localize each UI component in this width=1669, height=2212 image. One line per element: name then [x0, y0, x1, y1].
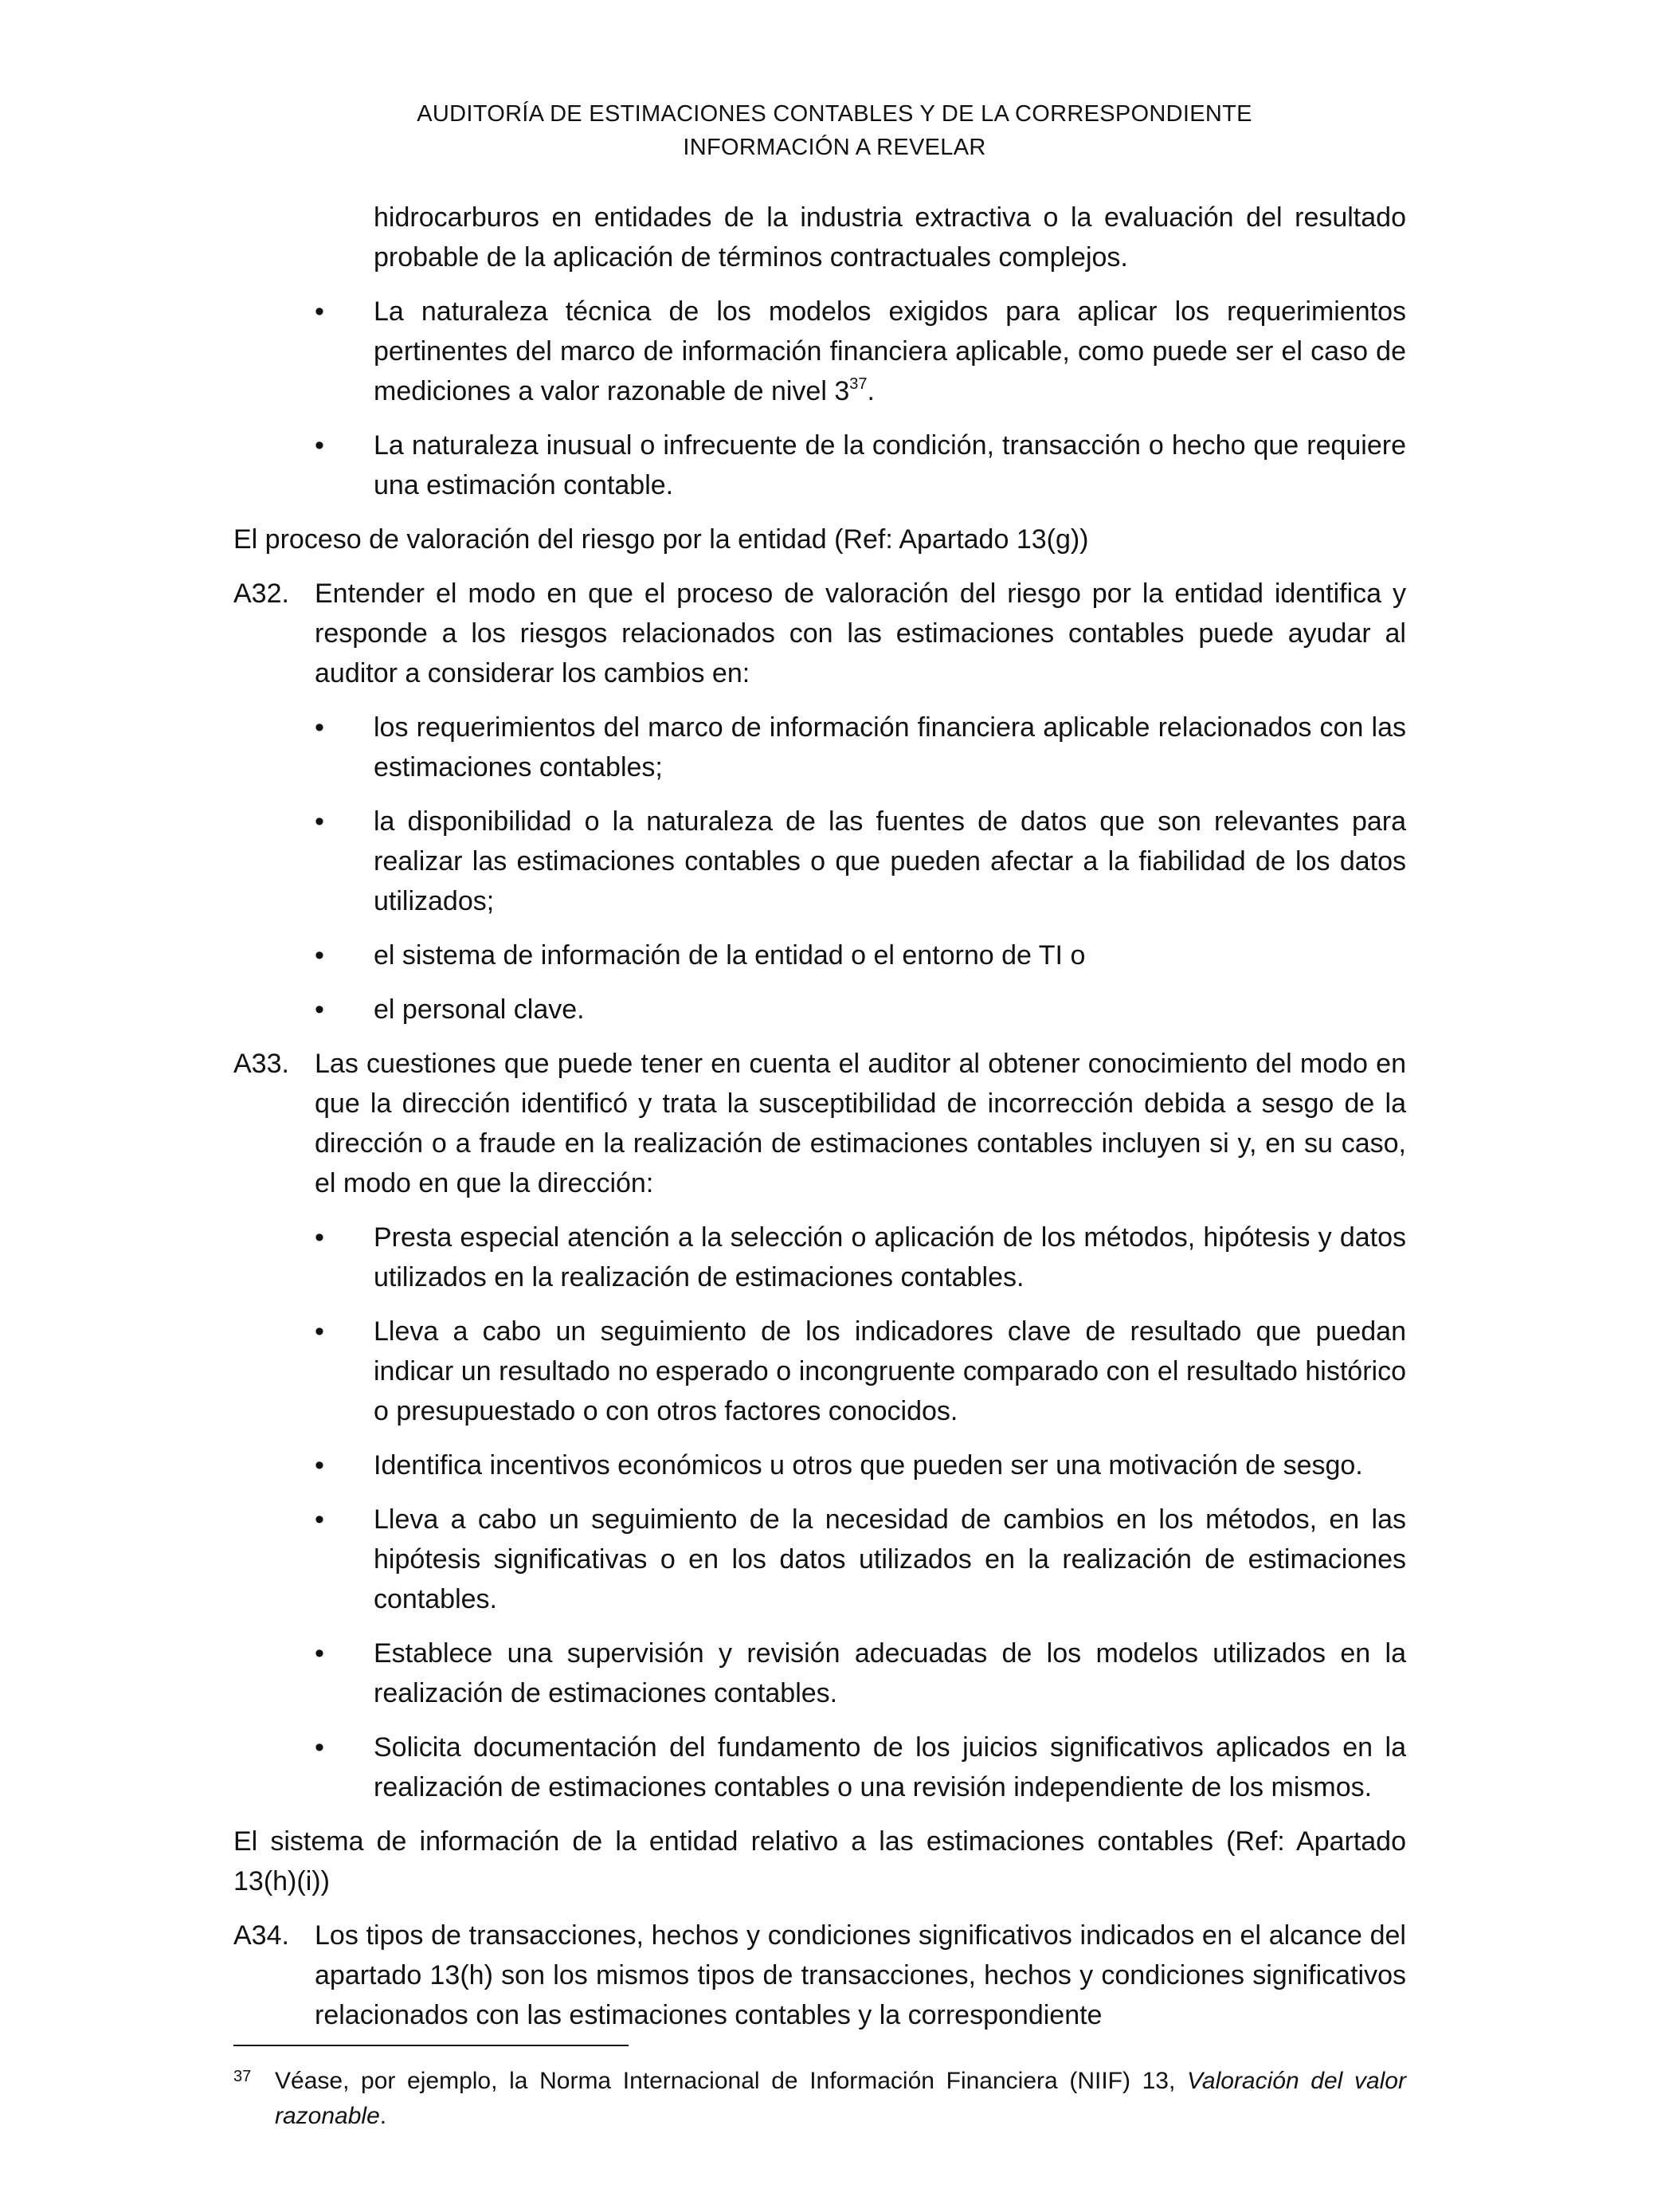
bullet-text: La naturaleza inusual o infrecuente de la condición, transacción o hecho que requiere una estimación contable.: [374, 430, 1406, 500]
bullet-icon: •: [315, 1504, 324, 1535]
bullet-icon: •: [315, 1316, 324, 1347]
bullet-icon: •: [315, 430, 324, 461]
bullet-text: Solicita documentación del fundamento de los juicios significativos aplicados en la realización de estimaciones contables o una revisión independiente de los mismos.: [374, 1732, 1406, 1802]
list-item: [233, 935, 1406, 975]
section-heading: El proceso de valoración del riesgo por la entidad (Ref: Apartado 13(g)): [233, 524, 1089, 555]
list-item: [233, 708, 1406, 787]
footnote-title-italic: Valoración del valor razonable: [275, 2068, 1406, 2129]
header-line-2: INFORMACIÓN A REVELAR: [683, 135, 986, 160]
paragraph-a33: [233, 1044, 1406, 1203]
footnote-text-main: Véase, por ejemplo, la Norma Internacional de Información Financiera (NIIF) 13,: [275, 2068, 1187, 2094]
footnote-text: [233, 2064, 1406, 2134]
header-line-1: AUDITORÍA DE ESTIMACIONES CONTABLES Y DE LA CORRESPONDIENTE: [417, 101, 1252, 127]
paragraph-text: Las cuestiones que puede tener en cuenta el auditor al obtener conocimiento del modo en que la dirección identificó y trata la susceptibilidad de incorrección debida a sesgo de la dirección o a fraude en la realización de estimaciones contables incluyen si y, en su caso, el modo en que la dirección:: [315, 1049, 1406, 1198]
paragraph-a32: [233, 574, 1406, 693]
paragraph-number: A34.: [233, 1920, 289, 1951]
bullet-icon: •: [315, 1450, 324, 1481]
bullet-text: Presta especial atención a la selección o aplicación de los métodos, hipótesis y datos utilizados en la realización de estimaciones contables.: [374, 1222, 1406, 1292]
continuation-text: hidrocarburos en entidades de la industria extractiva o la evaluación del resultado probable de la aplicación de términos contractuales complejos.: [374, 202, 1406, 273]
paragraph-text: Los tipos de transacciones, hechos y condiciones significativos indicados en el alcance del apartado 13(h) son los mismos tipos de transacciones, hechos y condiciones significativos relacionados con las estimaciones contables y la correspondiente: [315, 1920, 1406, 2030]
bullet-text: Lleva a cabo un seguimiento de los indicadores clave de resultado que puedan indicar un resultado no esperado o incongruente comparado con el resultado histórico o presupuestado o con otros factores conocidos.: [374, 1316, 1406, 1426]
footnote-number: 37: [233, 2068, 252, 2085]
running-header: [0, 97, 1669, 164]
list-item: [233, 1500, 1406, 1619]
paragraph-a34: [233, 1916, 1406, 2035]
paragraph-number: A33.: [233, 1049, 289, 1079]
bullet-icon: •: [315, 940, 324, 971]
bullet-text: La naturaleza técnica de los modelos exigidos para aplicar los requerimientos pertinentes del marco de información financiera aplicable, como puede ser el caso de mediciones a valor razonable de nivel 3: [374, 296, 1406, 406]
footnote-separator: [233, 2045, 629, 2046]
bullet-icon: •: [315, 1638, 324, 1669]
list-item: [233, 1445, 1406, 1485]
list-item: [233, 1218, 1406, 1297]
bullet-text: el sistema de información de la entidad o el entorno de TI o: [374, 940, 1086, 971]
bullet-text: la disponibilidad o la naturaleza de las fuentes de datos que son relevantes para realizar las estimaciones contables o que pueden afectar a la fiabilidad de los datos utilizados;: [374, 806, 1406, 916]
page-body: [233, 198, 1406, 2049]
list-item: [233, 1728, 1406, 1807]
list-item: [233, 426, 1406, 505]
list-item: [233, 1312, 1406, 1431]
bullet-text: Identifica incentivos económicos u otros que pueden ser una motivación de sesgo.: [374, 1450, 1363, 1481]
bullet-text: Establece una supervisión y revisión adecuadas de los modelos utilizados en la realización de estimaciones contables.: [374, 1638, 1406, 1708]
paragraph-text: Entender el modo en que el proceso de valoración del riesgo por la entidad identifica y responde a los riesgos relacionados con las estimaciones contables puede ayudar al auditor a considerar los cambios en:: [315, 578, 1406, 688]
bullet-icon: •: [315, 806, 324, 837]
bullet-text-tail: .: [867, 376, 875, 406]
footnote-ref[interactable]: 37: [849, 375, 868, 393]
bullet-icon: •: [315, 296, 324, 327]
footnote-text-end: .: [379, 2103, 387, 2129]
bullet-icon: •: [315, 1222, 324, 1253]
list-item: [233, 292, 1406, 411]
section-heading: El sistema de información de la entidad relativo a las estimaciones contables (Ref: Apartado 13(h)(i)): [233, 1826, 1406, 1896]
list-item: [233, 802, 1406, 921]
bullet-text: el personal clave.: [374, 994, 585, 1025]
bullet-text: Lleva a cabo un seguimiento de la necesidad de cambios en los métodos, en las hipótesis significativas o en los datos utilizados en la realización de estimaciones contables.: [374, 1504, 1406, 1614]
paragraph-number: A32.: [233, 578, 289, 609]
bullet-icon: •: [315, 1732, 324, 1763]
list-item: [233, 990, 1406, 1030]
bullet-icon: •: [315, 994, 324, 1025]
list-item: [233, 1634, 1406, 1713]
bullet-icon: •: [315, 712, 324, 743]
bullet-text: los requerimientos del marco de información financiera aplicable relacionados con las estimaciones contables;: [374, 712, 1406, 782]
footnote: [233, 2064, 1406, 2134]
